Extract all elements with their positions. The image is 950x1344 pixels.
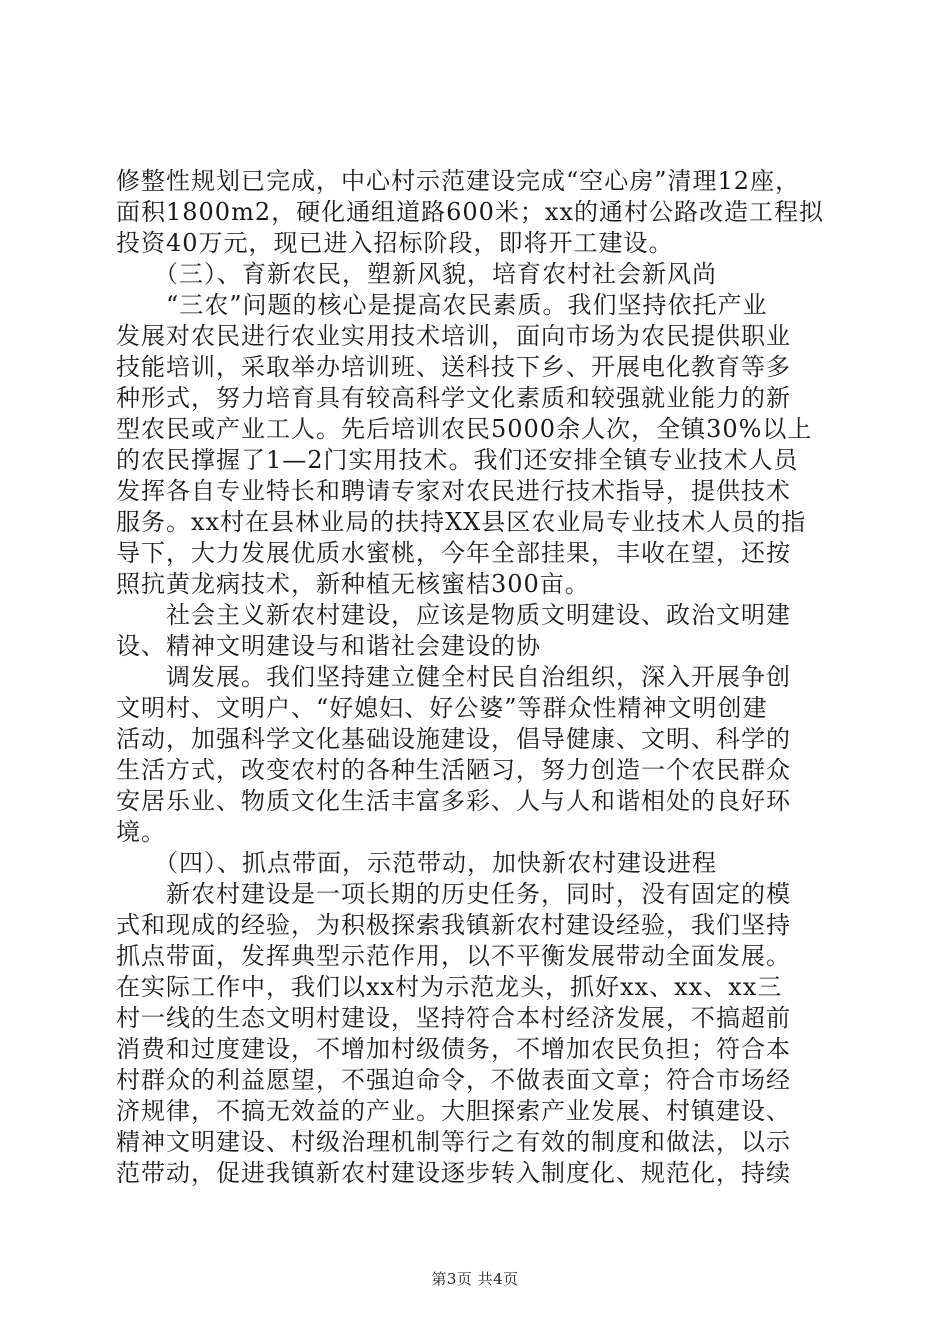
text-line: 面积1800m2，硬化通组道路600米；xx的通村公路改造工程拟 [116, 198, 824, 226]
text-line: 导下，大力发展优质水蜜桃，今年全部挂果，丰收在望，还按 [116, 539, 791, 567]
text-line: （四）、抓点带面，示范带动，加快新农村建设进程 [116, 849, 717, 877]
text-line: 技能培训，采取举办培训班、送科技下乡、开展电化教育等多 [116, 353, 791, 381]
text-line: 安居乐业、物质文化生活丰富多彩、人与人和谐相处的良好环 [116, 787, 791, 815]
text-line: 社会主义新农村建设，应该是物质文明建设、政治文明建 [116, 601, 791, 629]
text-line: 服务。xx村在县林业局的扶持XX县区农业局专业技术人员的指 [116, 508, 807, 536]
text-line: 种形式，努力培育具有较高科学文化素质和较强就业能力的新 [116, 384, 791, 412]
text-line: 境。 [116, 818, 166, 846]
text-line: 调发展。我们坚持建立健全村民自治组织，深入开展争创 [116, 663, 791, 691]
page-footer: 第3页 共4页 [431, 1270, 519, 1288]
text-line: 生活方式，改变农村的各种生活陋习，努力创造一个农民群众 [116, 756, 791, 784]
text-line: 式和现成的经验，为积极探索我镇新农村建设经验，我们坚持 [116, 911, 791, 939]
text-line: 的农民撑握了1—2门实用技术。我们还安排全镇专业技术人员 [116, 446, 799, 474]
text-line: 修整性规划已完成，中心村示范建设完成“空心房”清理12座， [116, 167, 801, 195]
text-line: 在实际工作中，我们以xx村为示范龙头，抓好xx、xx、xx三 [116, 973, 783, 1001]
text-line: 新农村建设是一项长期的历史任务，同时，没有固定的模 [116, 880, 791, 908]
text-line: 投资40万元，现已进入招标阶段，即将开工建设。 [116, 229, 674, 257]
text-line: 范带动，促进我镇新农村建设逐步转入制度化、规范化，持续 [116, 1159, 791, 1187]
text-line: 村一线的生态文明村建设，坚持符合本村经济发展，不搞超前 [116, 1004, 791, 1032]
text-line: 设、精神文明建设与和谐社会建设的协 [116, 632, 541, 660]
text-line: 活动，加强科学文化基础设施建设，倡导健康、文明、科学的 [116, 725, 791, 753]
text-line: “三农”问题的核心是提高农民素质。我们坚持依托产业 [116, 291, 768, 319]
text-line: 文明村、文明户、“好媳妇、好公婆”等群众性精神文明创建 [116, 694, 768, 722]
text-line: 发展对农民进行农业实用技术培训，面向市场为农民提供职业 [116, 322, 791, 350]
text-line: 照抗黄龙病技术，新种植无核蜜桔300亩。 [116, 570, 590, 598]
text-line: 村群众的利益愿望，不强迫命令，不做表面文章；符合市场经 [116, 1066, 791, 1094]
text-line: 发挥各自专业特长和聘请专家对农民进行技术指导，提供技术 [116, 477, 791, 505]
document-body [116, 166, 836, 1189]
text-line: 济规律，不搞无效益的产业。大胆探索产业发展、村镇建设、 [116, 1097, 791, 1125]
text-line: 型农民或产业工人。先后培训农民5000余人次，全镇30%以上 [116, 415, 813, 443]
text-line: 抓点带面，发挥典型示范作用，以不平衡发展带动全面发展。 [116, 942, 791, 970]
text-line: 消费和过度建设，不增加村级债务，不增加农民负担；符合本 [116, 1035, 791, 1063]
text-line: 精神文明建设、村级治理机制等行之有效的制度和做法，以示 [116, 1128, 791, 1156]
text-line: （三）、育新农民，塑新风貌，培育农村社会新风尚 [116, 260, 717, 288]
